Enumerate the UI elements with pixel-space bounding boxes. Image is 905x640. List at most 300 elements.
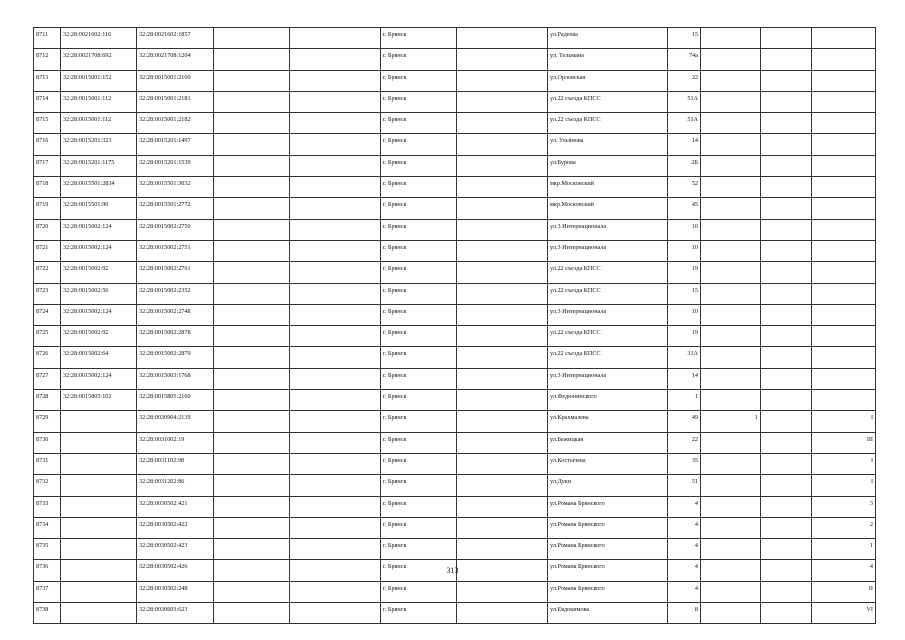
premises-cell: III [812,432,876,453]
empty-cell [214,283,290,304]
empty-cell [761,432,812,453]
empty-cell [761,262,812,283]
empty-cell [457,70,548,91]
city-cell: г. Брянск [381,539,457,560]
city-cell: г. Брянск [381,347,457,368]
empty-cell [457,283,548,304]
table-row [34,283,876,304]
city-cell: г. Брянск [381,326,457,347]
premises-cell [812,283,876,304]
unit-cell [701,240,761,261]
city-cell: г. Брянск [381,91,457,112]
premises-cell [812,347,876,368]
house-number-cell: 4 [668,581,701,602]
empty-cell [214,240,290,261]
object-cadastral-number-cell: 32:28:0031102:98 [137,453,214,474]
empty-cell [214,49,290,70]
premises-cell [812,155,876,176]
house-number-cell: 8 [668,603,701,624]
land-cadastral-number-cell [61,581,137,602]
city-cell: г. Брянск [381,517,457,538]
object-cadastral-number-cell: 32:28:0030603:623 [137,603,214,624]
street-cell: ул.Романа Брянского [548,539,668,560]
empty-cell [457,28,548,49]
city-cell: г. Брянск [381,603,457,624]
table-row [34,49,876,70]
table-row [34,517,876,538]
object-cadastral-number-cell: 32:28:0015002:2751 [137,240,214,261]
premises-cell: VI [812,603,876,624]
city-cell: г. Брянск [381,177,457,198]
street-cell: ул.3 Интернационала [548,368,668,389]
empty-cell [457,49,548,70]
unit-cell [701,177,761,198]
empty-cell [290,219,381,240]
house-number-cell: 19 [668,262,701,283]
table-row [34,155,876,176]
land-cadastral-number-cell: 32:28:0015002:64 [61,347,137,368]
table-row [34,581,876,602]
empty-cell [761,70,812,91]
unit-cell [701,113,761,134]
object-cadastral-number-cell: 32:28:0015002:2748 [137,304,214,325]
empty-cell [457,496,548,517]
street-cell: ул.Романа Брянского [548,517,668,538]
street-cell: ул.22 съезда КПСС [548,347,668,368]
empty-cell [761,390,812,411]
empty-cell [214,304,290,325]
empty-cell [761,368,812,389]
table-row [34,177,876,198]
house-number-cell: 14 [668,368,701,389]
land-cadastral-number-cell: 32:28:0015001:152 [61,70,137,91]
premises-cell: 2 [812,517,876,538]
empty-cell [214,219,290,240]
table-row [34,603,876,624]
land-cadastral-number-cell [61,603,137,624]
city-cell: г. Брянск [381,198,457,219]
empty-cell [457,411,548,432]
street-cell: ул.Радеева [548,28,668,49]
empty-cell [214,603,290,624]
object-cadastral-number-cell: 32:28:0015003:1768 [137,368,214,389]
street-cell: ул.Евдокимова [548,603,668,624]
empty-cell [457,475,548,496]
unit-cell [701,539,761,560]
empty-cell [761,134,812,155]
empty-cell [214,539,290,560]
empty-cell [290,539,381,560]
premises-cell: 3 [812,496,876,517]
unit-cell [701,155,761,176]
house-number-cell: 45 [668,198,701,219]
house-number-cell: 51А [668,91,701,112]
unit-cell [701,326,761,347]
empty-cell [761,411,812,432]
unit-cell [701,496,761,517]
premises-cell: II [812,581,876,602]
empty-cell [214,517,290,538]
object-cadastral-number-cell: 32:28:0015501:3032 [137,177,214,198]
premises-cell [812,262,876,283]
record-number-cell: 8715 [34,113,61,134]
unit-cell [701,390,761,411]
empty-cell [457,581,548,602]
record-number-cell: 8718 [34,177,61,198]
empty-cell [457,432,548,453]
object-cadastral-number-cell: 32:28:0015002:2878 [137,326,214,347]
empty-cell [290,70,381,91]
record-number-cell: 8712 [34,49,61,70]
street-cell: ул. Тельмана [548,49,668,70]
house-number-cell: 4 [668,496,701,517]
land-cadastral-number-cell: 32:28:0015002:92 [61,262,137,283]
house-number-cell: 4 [668,539,701,560]
empty-cell [214,198,290,219]
street-cell: ул.22 съезда КПСС [548,91,668,112]
empty-cell [457,326,548,347]
empty-cell [761,304,812,325]
record-number-cell: 8727 [34,368,61,389]
table-row [34,432,876,453]
land-cadastral-number-cell: 32:28:0015501:2834 [61,177,137,198]
city-cell: г. Брянск [381,453,457,474]
city-cell: г. Брянск [381,283,457,304]
table-row [34,326,876,347]
object-cadastral-number-cell: 32:28:0015001:2181 [137,91,214,112]
street-cell: ул.Федюнинского [548,390,668,411]
empty-cell [290,198,381,219]
table-row [34,70,876,91]
empty-cell [457,219,548,240]
land-cadastral-number-cell [61,411,137,432]
table-row [34,368,876,389]
unit-cell: 1 [701,411,761,432]
table-row [34,496,876,517]
object-cadastral-number-cell: 32:28:0031002:19 [137,432,214,453]
premises-cell [812,28,876,49]
object-cadastral-number-cell: 32:28:0030904:2139 [137,411,214,432]
premises-cell: 1 [812,539,876,560]
house-number-cell: 22 [668,70,701,91]
unit-cell [701,134,761,155]
empty-cell [214,347,290,368]
table-row [34,262,876,283]
land-cadastral-number-cell: 32:28:0015002:92 [61,326,137,347]
land-cadastral-number-cell: 32:28:0015002:124 [61,304,137,325]
land-cadastral-number-cell [61,517,137,538]
empty-cell [214,326,290,347]
street-cell: ул.Романа Брянского [548,581,668,602]
empty-cell [761,240,812,261]
empty-cell [290,49,381,70]
object-cadastral-number-cell: 32:28:0021602:1857 [137,28,214,49]
empty-cell [290,28,381,49]
unit-cell [701,70,761,91]
city-cell: г. Брянск [381,155,457,176]
empty-cell [761,326,812,347]
empty-cell [761,198,812,219]
house-number-cell: 49 [668,411,701,432]
table-row [34,28,876,49]
empty-cell [761,283,812,304]
street-cell: ул.Дуки [548,475,668,496]
object-cadastral-number-cell: 32:28:0031202:86 [137,475,214,496]
empty-cell [761,49,812,70]
house-number-cell: 15 [668,283,701,304]
city-cell: г. Брянск [381,304,457,325]
unit-cell [701,49,761,70]
empty-cell [290,347,381,368]
land-cadastral-number-cell: 32:28:0015001:112 [61,91,137,112]
empty-cell [290,453,381,474]
record-number-cell: 8728 [34,390,61,411]
record-number-cell: 8725 [34,326,61,347]
empty-cell [214,475,290,496]
empty-cell [457,155,548,176]
empty-cell [457,177,548,198]
premises-cell [812,113,876,134]
premises-cell: I [812,453,876,474]
city-cell: г. Брянск [381,581,457,602]
land-cadastral-number-cell [61,475,137,496]
street-cell: ул.Костычева [548,453,668,474]
table-row [34,113,876,134]
empty-cell [457,262,548,283]
street-cell: ул.3 Интернационала [548,304,668,325]
land-cadastral-number-cell: 32:28:0015201:323 [61,134,137,155]
house-number-cell: 31А [668,347,701,368]
street-cell: ул.Крахмалева [548,411,668,432]
record-number-cell: 8717 [34,155,61,176]
city-cell: г. Брянск [381,475,457,496]
unit-cell [701,262,761,283]
empty-cell [457,91,548,112]
street-cell: ул.3 Интернационала [548,240,668,261]
record-number-cell: 8731 [34,453,61,474]
house-number-cell: 10 [668,304,701,325]
premises-cell [812,219,876,240]
land-cadastral-number-cell: 32:28:0021708:692 [61,49,137,70]
record-number-cell: 8735 [34,539,61,560]
empty-cell [457,134,548,155]
table-row [34,134,876,155]
house-number-cell: 15 [668,28,701,49]
city-cell: г. Брянск [381,411,457,432]
city-cell: г. Брянск [381,390,457,411]
empty-cell [214,496,290,517]
table-row [34,198,876,219]
empty-cell [761,347,812,368]
table-row [34,411,876,432]
city-cell: г. Брянск [381,28,457,49]
empty-cell [290,304,381,325]
object-cadastral-number-cell: 32:28:0015002:2352 [137,283,214,304]
premises-cell [812,70,876,91]
premises-cell [812,304,876,325]
premises-cell [812,134,876,155]
land-cadastral-number-cell [61,496,137,517]
table-row [34,453,876,474]
record-number-cell: 8737 [34,581,61,602]
empty-cell [457,453,548,474]
empty-cell [761,517,812,538]
table-row [34,219,876,240]
land-cadastral-number-cell: 32:28:0015501:90 [61,198,137,219]
object-cadastral-number-cell: 32:28:0015805:2160 [137,390,214,411]
unit-cell [701,91,761,112]
house-number-cell: 2Б [668,155,701,176]
empty-cell [214,390,290,411]
record-number-cell: 8722 [34,262,61,283]
record-number-cell: 8734 [34,517,61,538]
object-cadastral-number-cell: 32:28:0021708:1204 [137,49,214,70]
premises-cell [812,368,876,389]
object-cadastral-number-cell: 32:28:0015001:2100 [137,70,214,91]
house-number-cell: 52 [668,177,701,198]
house-number-cell: 19 [668,326,701,347]
land-cadastral-number-cell [61,432,137,453]
empty-cell [214,411,290,432]
empty-cell [290,368,381,389]
empty-cell [214,70,290,91]
empty-cell [214,134,290,155]
empty-cell [290,496,381,517]
table-row [34,390,876,411]
street-cell: ул.Романа Брянского [548,496,668,517]
empty-cell [290,517,381,538]
empty-cell [457,198,548,219]
object-cadastral-number-cell: 32:28:0015201:1539 [137,155,214,176]
object-cadastral-number-cell: 32:28:0015002:2879 [137,347,214,368]
empty-cell [290,326,381,347]
land-cadastral-number-cell [61,539,137,560]
empty-cell [457,390,548,411]
unit-cell [701,432,761,453]
street-cell: ул.22 съезда КПСС [548,283,668,304]
premises-cell [812,91,876,112]
unit-cell [701,198,761,219]
unit-cell [701,347,761,368]
table-row [34,91,876,112]
street-cell: ул.22 съезда КПСС [548,262,668,283]
city-cell: г. Брянск [381,49,457,70]
empty-cell [290,475,381,496]
unit-cell [701,517,761,538]
empty-cell [457,539,548,560]
city-cell: г. Брянск [381,432,457,453]
empty-cell [761,219,812,240]
empty-cell [761,496,812,517]
table-row [34,475,876,496]
street-cell: ул.Бурова [548,155,668,176]
empty-cell [214,155,290,176]
street-cell: мкр.Московский [548,198,668,219]
object-cadastral-number-cell: 32:28:0030502:423 [137,539,214,560]
object-cadastral-number-cell: 32:28:0015501:2772 [137,198,214,219]
premises-cell [812,177,876,198]
street-cell: ул.22 съезда КПСС [548,113,668,134]
empty-cell [761,177,812,198]
empty-cell [214,453,290,474]
house-number-cell: 10 [668,219,701,240]
empty-cell [457,240,548,261]
unit-cell [701,368,761,389]
house-number-cell: 51А [668,113,701,134]
record-number-cell: 8732 [34,475,61,496]
unit-cell [701,581,761,602]
premises-cell [812,390,876,411]
object-cadastral-number-cell: 32:28:0015002:2761 [137,262,214,283]
street-cell: ул.3 Интернационала [548,219,668,240]
object-cadastral-number-cell: 32:28:0015201:1497 [137,134,214,155]
empty-cell [214,28,290,49]
land-cadastral-number-cell: 32:28:0015001:112 [61,113,137,134]
empty-cell [290,155,381,176]
empty-cell [290,390,381,411]
table-row [34,539,876,560]
street-cell: мкр.Московский [548,177,668,198]
house-number-cell: 14 [668,134,701,155]
object-cadastral-number-cell: 32:28:0015002:2750 [137,219,214,240]
land-cadastral-number-cell: 32:28:0015201:1175 [61,155,137,176]
record-number-cell: 8721 [34,240,61,261]
house-number-cell: 1 [668,390,701,411]
record-number-cell: 8711 [34,28,61,49]
empty-cell [457,368,548,389]
premises-cell: I [812,411,876,432]
record-number-cell: 8738 [34,603,61,624]
empty-cell [214,177,290,198]
premises-cell [812,240,876,261]
unit-cell [701,453,761,474]
empty-cell [457,517,548,538]
empty-cell [214,113,290,134]
register-table-body [34,28,876,624]
land-cadastral-number-cell: 32:28:0015002:56 [61,283,137,304]
object-cadastral-number-cell: 32:28:0015001:2182 [137,113,214,134]
land-cadastral-number-cell: 32:28:0015805:102 [61,390,137,411]
city-cell: г. Брянск [381,240,457,261]
land-cadastral-number-cell: 32:28:0015002:124 [61,240,137,261]
premises-cell [812,326,876,347]
city-cell: г. Брянск [381,113,457,134]
empty-cell [761,475,812,496]
empty-cell [290,283,381,304]
street-cell: ул.Орловская [548,70,668,91]
record-number-cell: 8723 [34,283,61,304]
empty-cell [290,91,381,112]
land-cadastral-number-cell: 32:28:0015002:124 [61,368,137,389]
unit-cell [701,603,761,624]
record-number-cell: 8726 [34,347,61,368]
city-cell: г. Брянск [381,134,457,155]
empty-cell [290,581,381,602]
record-number-cell: 8719 [34,198,61,219]
empty-cell [290,134,381,155]
city-cell: г. Брянск [381,560,457,581]
house-number-cell: 51 [668,475,701,496]
empty-cell [761,539,812,560]
record-number-cell: 8713 [34,70,61,91]
table-row [34,347,876,368]
street-cell: ул.Романа Брянского [548,560,668,581]
empty-cell [761,603,812,624]
empty-cell [214,432,290,453]
street-cell: ул.Бежицкая [548,432,668,453]
empty-cell [457,603,548,624]
city-cell: г. Брянск [381,70,457,91]
